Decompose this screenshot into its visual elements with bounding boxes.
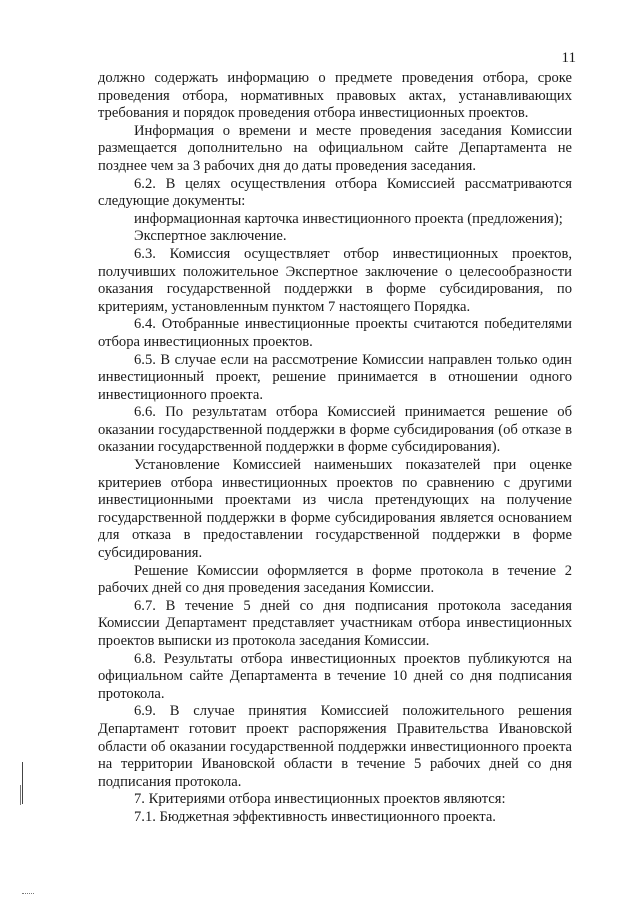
paragraph-7-1: 7.1. Бюджетная эффективность инвестиционного проекта. xyxy=(134,808,496,825)
paragraph-6-4: 6.4. Отобранные инвестиционные проекты считаются победителями отбора инвестиционных проектов. xyxy=(98,316,572,350)
paragraph-6-8: 6.8. Результаты отбора инвестиционных проектов публикуются на официальном сайте Департамента в течение 10 дней со дня подписания протокола. xyxy=(98,650,572,702)
paragraph-6-6: 6.6. По результатам отбора Комиссией принимается решение об оказании государственной поддержки в форме субсидирования (об отказе в оказании государственной поддержки в форме субсидирования). xyxy=(98,404,572,456)
paragraph-6-3: 6.3. Комиссия осуществляет отбор инвестиционных проектов, получивших положительное Экспертное заключение о целесообразности оказания государственной поддержки в форме субсидирования, по критериям, установленным пунктом 7 настоящего Порядка. xyxy=(98,245,572,315)
page-number: 11 xyxy=(561,50,576,66)
paragraph-6-2: 6.2. В целях осуществления отбора Комиссией рассматриваются следующие документы: xyxy=(98,175,572,210)
paragraph-continuation: должно содержать информацию о предмете проведения отбора, сроке проведения отбора, нормативных правовых актах, устанавливающих требования и порядок проведения отбора инвестиционных проектов. xyxy=(98,70,572,122)
margin-scan-mark-secondary xyxy=(20,785,21,805)
paragraph-lowest-indicators: Установление Комиссией наименьших показателей при оценке критериев отбора инвестиционных проектов по сравнению с другими инвестиционными проектами из числа претендующих на получение государственной поддержки в форме субсидирования является основанием для отказа в предоставлении государственной поддержки в форме субсидирования. xyxy=(98,457,572,562)
corner-scan-mark xyxy=(22,893,34,895)
list-item-expert-conclusion: Экспертное заключение. xyxy=(134,228,287,245)
margin-scan-mark xyxy=(22,762,23,804)
document-body xyxy=(98,70,572,827)
list-item-info-card: информационная карточка инвестиционного проекта (предложения); xyxy=(134,210,563,227)
paragraph-meeting-info: Информация о времени и месте проведения заседания Комиссии размещается дополнительно на официальном сайте Департамента не позднее чем за 3 рабочих дня до даты проведения заседания. xyxy=(98,122,572,174)
paragraph-6-7: 6.7. В течение 5 дней со дня подписания протокола заседания Комиссии Департамент представляет участникам отбора инвестиционных проектов выписки из протокола заседания Комиссии. xyxy=(98,597,572,649)
paragraph-6-9: 6.9. В случае принятия Комиссией положительного решения Департамент готовит проект распоряжения Правительства Ивановской области об оказании государственной поддержки инвестиционного проекта на территории Ивановской области в течение 5 рабочих дней со дня подписания протокола. xyxy=(98,703,572,790)
paragraph-7: 7. Критериями отбора инвестиционных проектов являются: xyxy=(134,791,506,808)
paragraph-6-5: 6.5. В случае если на рассмотрение Комиссии направлен только один инвестиционный проект, решение принимается в отношении одного инвестиционного проекта. xyxy=(98,351,572,403)
paragraph-decision-protocol: Решение Комиссии оформляется в форме протокола в течение 2 рабочих дней со дня проведения заседания Комиссии. xyxy=(98,562,572,597)
